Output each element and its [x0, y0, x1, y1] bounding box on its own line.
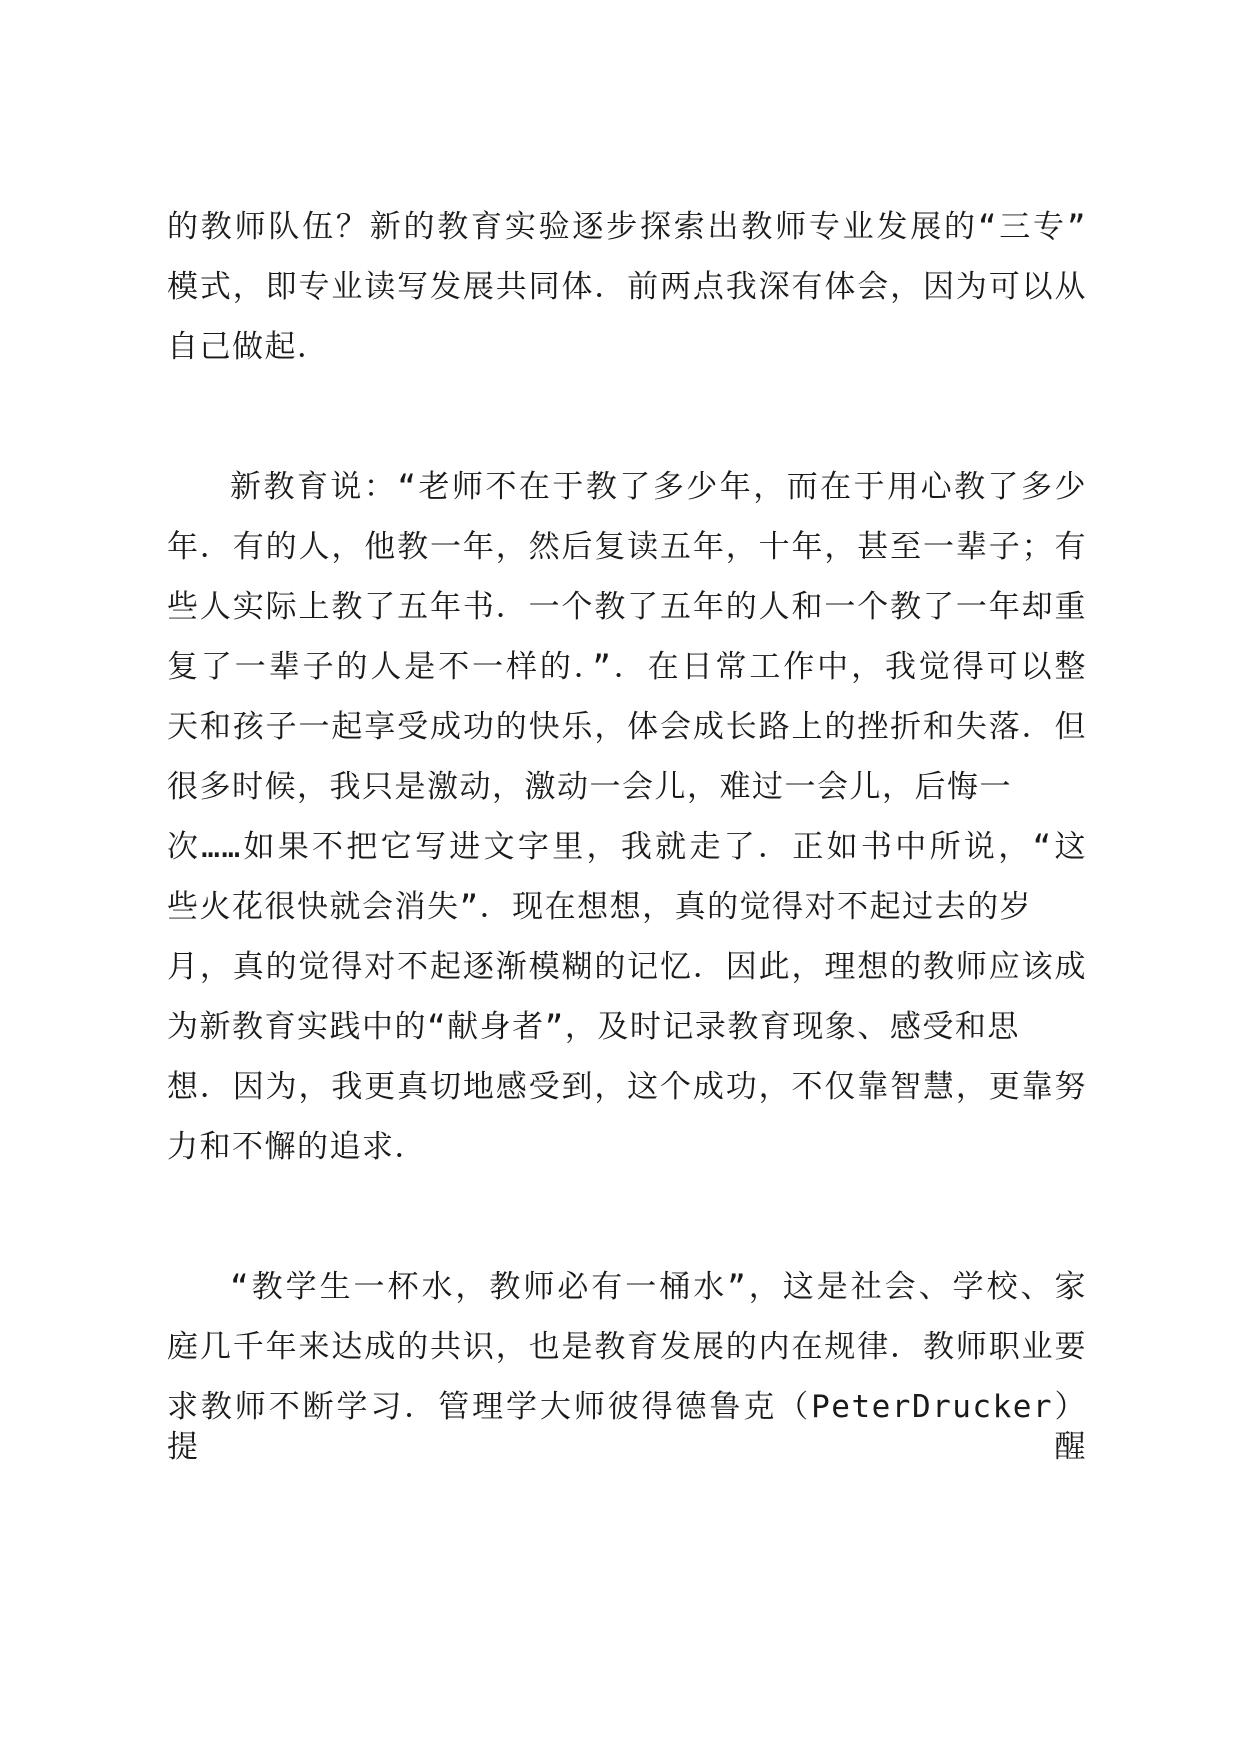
text-line: 新教育说：“老师不在于教了多少年，而在于用心教了多少 — [230, 469, 1087, 505]
text-line: 月，真的觉得对不起逐渐模糊的记忆．因此，理想的教师应该成 — [167, 949, 1087, 985]
text-line: 很多时候，我只是激动，激动一会儿，难过一会儿，后悔一 — [167, 769, 1012, 805]
text-line: 的教师队伍？新的教育实验逐步探索出教师专业发展的“三专” — [167, 209, 1087, 245]
text-line: 求教师不断学习．管理学大师彼得德鲁克（PeterDrucker）提醒 — [167, 1389, 1087, 1465]
text-line: 模式，即专业读写发展共同体．前两点我深有体会，因为可以从 — [167, 269, 1087, 305]
text-line: 复了一辈子的人是不一样的．”．在日常工作中，我觉得可以整 — [167, 649, 1087, 685]
text-line: 自己做起． — [167, 329, 330, 365]
text-line: 些火花很快就会消失”．现在想想，真的觉得对不起过去的岁 — [167, 889, 1033, 925]
text-line: 为新教育实践中的“献身者”，及时记录教育现象、感受和思 — [167, 1009, 1020, 1045]
text-line: 年．有的人，他教一年，然后复读五年，十年，甚至一辈子；有 — [167, 529, 1087, 565]
text-line: 天和孩子一起享受成功的快乐，体会成长路上的挫折和失落．但 — [167, 709, 1087, 745]
text-line: 些人实际上教了五年书．一个教了五年的人和一个教了一年却重 — [167, 589, 1087, 625]
text-line: 想．因为，我更真切地感受到，这个成功，不仅靠智慧，更靠努 — [167, 1069, 1087, 1105]
text-line: 力和不懈的追求． — [167, 1129, 427, 1165]
text-line: 庭几千年来达成的共识，也是教育发展的内在规律．教师职业要 — [167, 1329, 1087, 1365]
text-line: “教学生一杯水，教师必有一桶水”，这是社会、学校、家 — [230, 1269, 1087, 1305]
text-line: 次……如果不把它写进文字里，我就走了．正如书中所说，“这 — [167, 829, 1087, 865]
